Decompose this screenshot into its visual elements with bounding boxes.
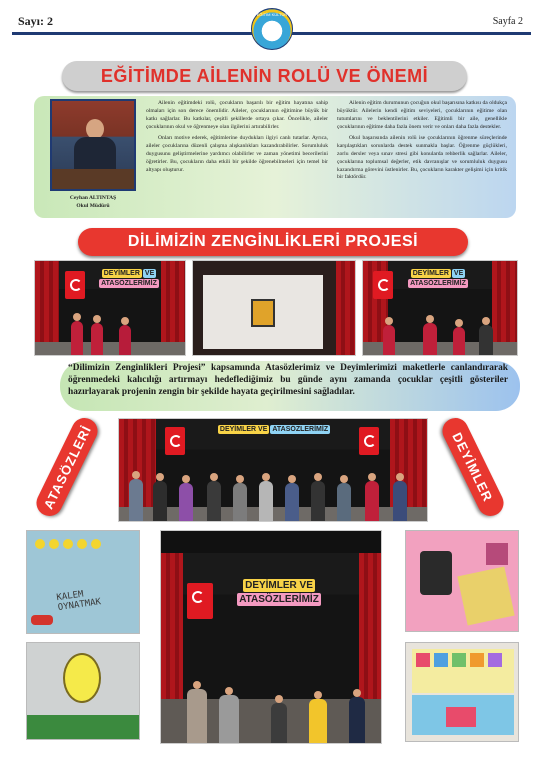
principal-photo bbox=[50, 99, 136, 191]
issue-number: Sayı: 2 bbox=[18, 14, 54, 28]
project-description: “Dilimizin Zenginlikleri Projesi” kapsamında Atasözlerimiz ve Deyimlerimizi maketlerle canlandırarak öğrenmedeki kalıcılığı artırmayı hedeflediğimiz bu günde aynı zamanda çocuklar çeşitli gösteriler hazırlayarak projenin zengin bir şekilde hayata geçirilmesini sağladılar. bbox=[68, 363, 508, 398]
principal-role: Okul Müdürü bbox=[76, 203, 110, 209]
stage-photo-large bbox=[160, 530, 382, 744]
logo-text: EĞİTİM KÜLTÜR bbox=[256, 12, 288, 17]
atasozleri-tag: ATASÖZLERİ bbox=[32, 414, 102, 521]
section2-title: DİLİMİZİN ZENGİNLİKLERİ PROJESİ bbox=[78, 228, 468, 256]
group-photo bbox=[118, 418, 428, 522]
event-photo-2 bbox=[192, 260, 356, 356]
article-column-2 bbox=[337, 100, 507, 185]
sign-stage-large: DEYİMLER VE ATASÖZLERİMİZ bbox=[239, 580, 319, 605]
craft-label: KALEM OYNATMAK bbox=[55, 589, 102, 614]
school-logo bbox=[251, 8, 293, 50]
event-photo-3 bbox=[362, 260, 518, 356]
craft-photo-bulb bbox=[26, 642, 140, 740]
sign-group-photo: DEYİMLER VE ATASÖZLERİMİZ bbox=[219, 426, 329, 433]
sign-photo-1: DEYİMLER VE ATASÖZLERİMİZ bbox=[101, 270, 157, 287]
event-photo-1 bbox=[34, 260, 186, 356]
deyimler-tag: DEYİMLER bbox=[438, 414, 508, 521]
col2-paragraph-2: Okul başarısında ailenin rolü ise çocuklarının öğrenme süreçlerinde karşılaştıkları sorunlarda destek sunmakla başlar. Öğrenme güçlükleri, zorlu dersler veya sınav stresi gibi konularda rehberlik sağlarlar. Aileler, çocuklarına toplumsal değerler, etik davranışlar ve sorumluluk duygusu kazandırma görevini üstlenirler. Bu, çocukların karakter gelişimi için kritik bir faktördür. bbox=[337, 134, 507, 181]
article-column-1 bbox=[146, 100, 328, 177]
craft-photo-pink bbox=[405, 530, 519, 632]
principal-name: Ceyhan ALTINTAŞ bbox=[69, 195, 117, 201]
craft-photo-kalem bbox=[26, 530, 140, 634]
page-number: Sayfa 2 bbox=[492, 16, 523, 27]
section1-title: EĞİTİMDE AİLENİN ROLÜ VE ÖNEMİ bbox=[62, 61, 467, 91]
craft-photo-board bbox=[405, 642, 519, 742]
col2-paragraph-1: Ailenin eğitim durumunun çocuğun okul başarısına katkısı da oldukça büyüktür. Ailelerin kendi eğitim seviyeleri, çocuklarının eğitime olan tutumlarını ve beklentilerini etkiler. Eğitimli bir aile, genellikle çocuklarının eğitime daha fazla önem verir ve onları daha fazla destekler. bbox=[337, 100, 507, 130]
col1-paragraph-2: Onları motive ederek, eğitimlerine duydukları ilgiyi canlı tutarlar. Ayrıca, aileler çocuklarına düzenli çalışma alışkanlıkları kazandırabilirler. Sorumluluk duygusunu geliştirmelerine yardımcı olabilirler ve zaman yönetimi becerilerini öğretirler. Bu, çocukların daha etkili bir şekilde öğrenebilmeleri için temel bir altyapı oluşturur. bbox=[146, 134, 328, 173]
sign-photo-3: DEYİMLER VE ATASÖZLERİMİZ bbox=[410, 270, 466, 287]
col1-paragraph-1: Ailenin eğitimdeki rolü, çocukların başarılı bir eğitim hayatına sahip olmaları için son derece önemlidir. Aileler, çocuklarının eğitimine büyük bir katkı sağlarlar. Bu katkılar, çeşitli şekillerde ortaya çıkar. Öncelikle, aileler çocuklarının okul ve öğrenmeye olan ilgilerini artırabilirler. bbox=[146, 100, 328, 130]
